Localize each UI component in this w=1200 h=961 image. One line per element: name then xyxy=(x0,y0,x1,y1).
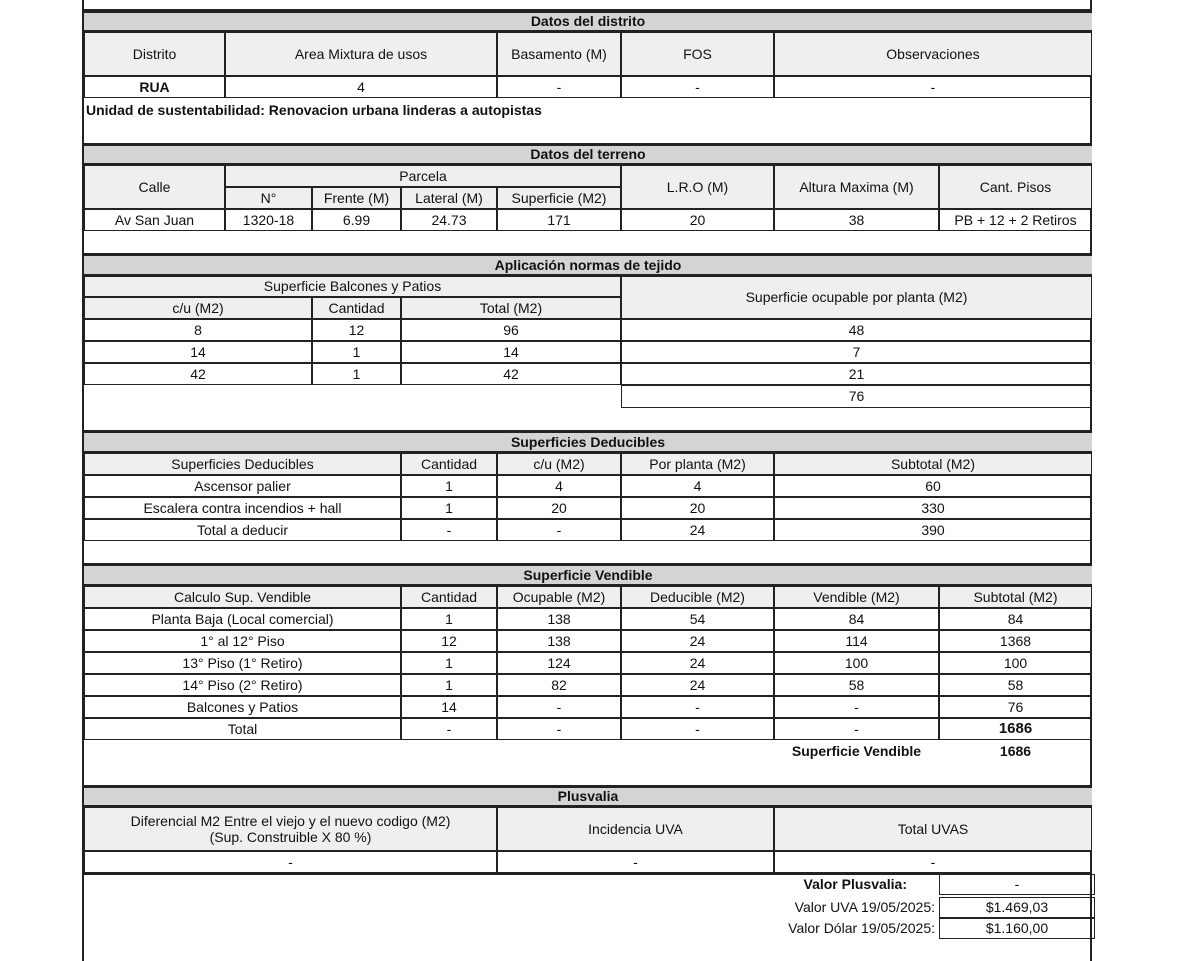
column-header: Area Mixtura de usos xyxy=(225,32,497,76)
table-cell: 96 xyxy=(401,319,621,341)
table-cell: 82 xyxy=(497,674,621,696)
valor-plusvalia-label: Valor Plusvalia: xyxy=(803,876,907,893)
table-cell: Total a deducir xyxy=(84,519,401,541)
column-header: FOS xyxy=(621,32,774,76)
table-cell: - xyxy=(497,76,621,98)
sustentabilidad-note: Unidad de sustentabilidad: Renovacion urbana linderas a autopistas xyxy=(86,101,542,118)
column-header: Frente (M) xyxy=(312,187,401,209)
column-header: Calculo Sup. Vendible xyxy=(84,586,401,608)
table-cell: 38 xyxy=(774,209,939,231)
section-title-distrito: Datos del distrito xyxy=(84,11,1092,32)
column-header: Cantidad xyxy=(401,586,497,608)
table-cell: 24 xyxy=(621,630,774,652)
spreadsheet-document xyxy=(82,0,1092,961)
table-cell: - xyxy=(497,519,621,541)
table-cell: 13° Piso (1° Retiro) xyxy=(84,652,401,674)
column-header: Deducible (M2) xyxy=(621,586,774,608)
table-cell: 14 xyxy=(401,696,497,718)
total-cell: - xyxy=(774,718,939,740)
superficie-vendible-value: 1686 xyxy=(999,743,1032,760)
table-cell: 4 xyxy=(497,475,621,497)
table-cell: 7 xyxy=(621,341,1092,363)
column-header: Por planta (M2) xyxy=(621,453,774,475)
table-cell: 6.99 xyxy=(312,209,401,231)
table-cell: 1 xyxy=(312,341,401,363)
column-header: L.R.O (M) xyxy=(621,165,774,209)
table-cell: - xyxy=(497,696,621,718)
table-cell: 100 xyxy=(939,652,1092,674)
table-cell: 58 xyxy=(774,674,939,696)
total-cell: - xyxy=(621,718,774,740)
table-cell: RUA xyxy=(84,76,225,98)
column-header: Total UVAS xyxy=(774,807,1092,851)
table-cell: Balcones y Patios xyxy=(84,696,401,718)
valor-dolar-label: Valor Dólar 19/05/2025: xyxy=(788,920,935,937)
table-cell: Ascensor palier xyxy=(84,475,401,497)
column-header-group: Parcela xyxy=(225,165,621,187)
total-cell: - xyxy=(401,718,497,740)
column-header: Total (M2) xyxy=(401,297,621,319)
total-cell: Total xyxy=(84,718,401,740)
table-cell: Escalera contra incendios + hall xyxy=(84,497,401,519)
column-header: Distrito xyxy=(84,32,225,76)
total-cell: - xyxy=(497,718,621,740)
table-cell: 4 xyxy=(225,76,497,98)
column-header-group: Superficie Balcones y Patios xyxy=(84,276,621,297)
column-header: Vendible (M2) xyxy=(774,586,939,608)
table-cell: 24 xyxy=(621,674,774,696)
table-cell: 1 xyxy=(312,363,401,385)
column-header: Basamento (M) xyxy=(497,32,621,76)
table-cell: - xyxy=(774,76,1092,98)
column-header: Altura Maxima (M) xyxy=(774,165,939,209)
table-cell: 48 xyxy=(621,319,1092,341)
table-cell: 24 xyxy=(621,652,774,674)
table-cell: 390 xyxy=(774,519,1092,541)
column-header: Superficies Deducibles xyxy=(84,453,401,475)
table-cell: 21 xyxy=(621,363,1092,385)
table-cell: 20 xyxy=(621,497,774,519)
table-cell: - xyxy=(401,519,497,541)
table-cell: 42 xyxy=(401,363,621,385)
table-cell: 24 xyxy=(621,519,774,541)
section-title-tejido: Aplicación normas de tejido xyxy=(84,254,1092,276)
table-cell: 24.73 xyxy=(401,209,497,231)
column-header: Cant. Pisos xyxy=(939,165,1092,209)
column-header: Cantidad xyxy=(312,297,401,319)
column-header: Cantidad xyxy=(401,453,497,475)
valor-dolar-value: $1.160,00 xyxy=(939,918,1095,939)
column-header: Subtotal (M2) xyxy=(939,586,1092,608)
column-header: Observaciones xyxy=(774,32,1092,76)
table-cell: 54 xyxy=(621,608,774,630)
header-line: (Sup. Construible X 80 %) xyxy=(209,829,372,845)
table-cell: 42 xyxy=(84,363,312,385)
table-cell: 12 xyxy=(401,630,497,652)
table-cell: - xyxy=(774,696,939,718)
column-header xyxy=(84,807,497,851)
table-cell: 1 xyxy=(401,674,497,696)
table-cell: 124 xyxy=(497,652,621,674)
table-cell: 76 xyxy=(939,696,1092,718)
table-cell: 84 xyxy=(939,608,1092,630)
table-cell: 1320-18 xyxy=(225,209,312,231)
header-line: Diferencial M2 Entre el viejo y el nuevo codigo (M2) xyxy=(130,812,451,829)
table-cell: 171 xyxy=(497,209,621,231)
table-cell: 1368 xyxy=(939,630,1092,652)
valor-uva-value: $1.469,03 xyxy=(939,897,1095,918)
table-cell: 14° Piso (2° Retiro) xyxy=(84,674,401,696)
column-header: Superficie ocupable por planta (M2) xyxy=(621,276,1092,319)
table-cell: 138 xyxy=(497,608,621,630)
section-title-terreno: Datos del terreno xyxy=(84,144,1092,165)
table-cell: 114 xyxy=(774,630,939,652)
column-header: Calle xyxy=(84,165,225,209)
table-cell: 20 xyxy=(497,497,621,519)
table-cell: - xyxy=(621,696,774,718)
table-cell: 8 xyxy=(84,319,312,341)
column-header: Ocupable (M2) xyxy=(497,586,621,608)
table-cell: 58 xyxy=(939,674,1092,696)
section-title-plusvalia: Plusvalia xyxy=(84,786,1092,807)
table-cell: 84 xyxy=(774,608,939,630)
table-cell: 330 xyxy=(774,497,1092,519)
column-header: Incidencia UVA xyxy=(497,807,774,851)
column-header: Superficie (M2) xyxy=(497,187,621,209)
table-cell: 20 xyxy=(621,209,774,231)
valor-plusvalia-value: - xyxy=(939,874,1095,895)
table-cell: 12 xyxy=(312,319,401,341)
valor-uva-label: Valor UVA 19/05/2025: xyxy=(794,899,935,916)
table-cell: PB + 12 + 2 Retiros xyxy=(939,209,1092,231)
section-title-deducibles: Superficies Deducibles xyxy=(84,431,1092,453)
column-header: c/u (M2) xyxy=(497,453,621,475)
table-cell: Av San Juan xyxy=(84,209,225,231)
column-header: N° xyxy=(225,187,312,209)
table-cell: 14 xyxy=(401,341,621,363)
table-cell: 4 xyxy=(621,475,774,497)
table-cell: 100 xyxy=(774,652,939,674)
table-cell: - xyxy=(84,851,497,873)
table-cell: 1° al 12° Piso xyxy=(84,630,401,652)
table-cell: - xyxy=(774,851,1092,873)
table-cell: 1 xyxy=(401,652,497,674)
superficie-vendible-label: Superficie Vendible xyxy=(791,743,922,760)
section-title-vendible: Superficie Vendible xyxy=(84,564,1092,586)
column-header: Lateral (M) xyxy=(401,187,497,209)
table-cell: 1 xyxy=(401,475,497,497)
column-header: c/u (M2) xyxy=(84,297,312,319)
table-cell: 1 xyxy=(401,608,497,630)
table-cell: - xyxy=(621,76,774,98)
total-cell: 1686 xyxy=(939,718,1092,740)
table-cell: 14 xyxy=(84,341,312,363)
table-cell: 138 xyxy=(497,630,621,652)
table-cell: - xyxy=(497,851,774,873)
ocupable-total: 76 xyxy=(621,385,1092,408)
table-cell: 1 xyxy=(401,497,497,519)
table-cell: Planta Baja (Local comercial) xyxy=(84,608,401,630)
table-cell: 60 xyxy=(774,475,1092,497)
column-header: Subtotal (M2) xyxy=(774,453,1092,475)
